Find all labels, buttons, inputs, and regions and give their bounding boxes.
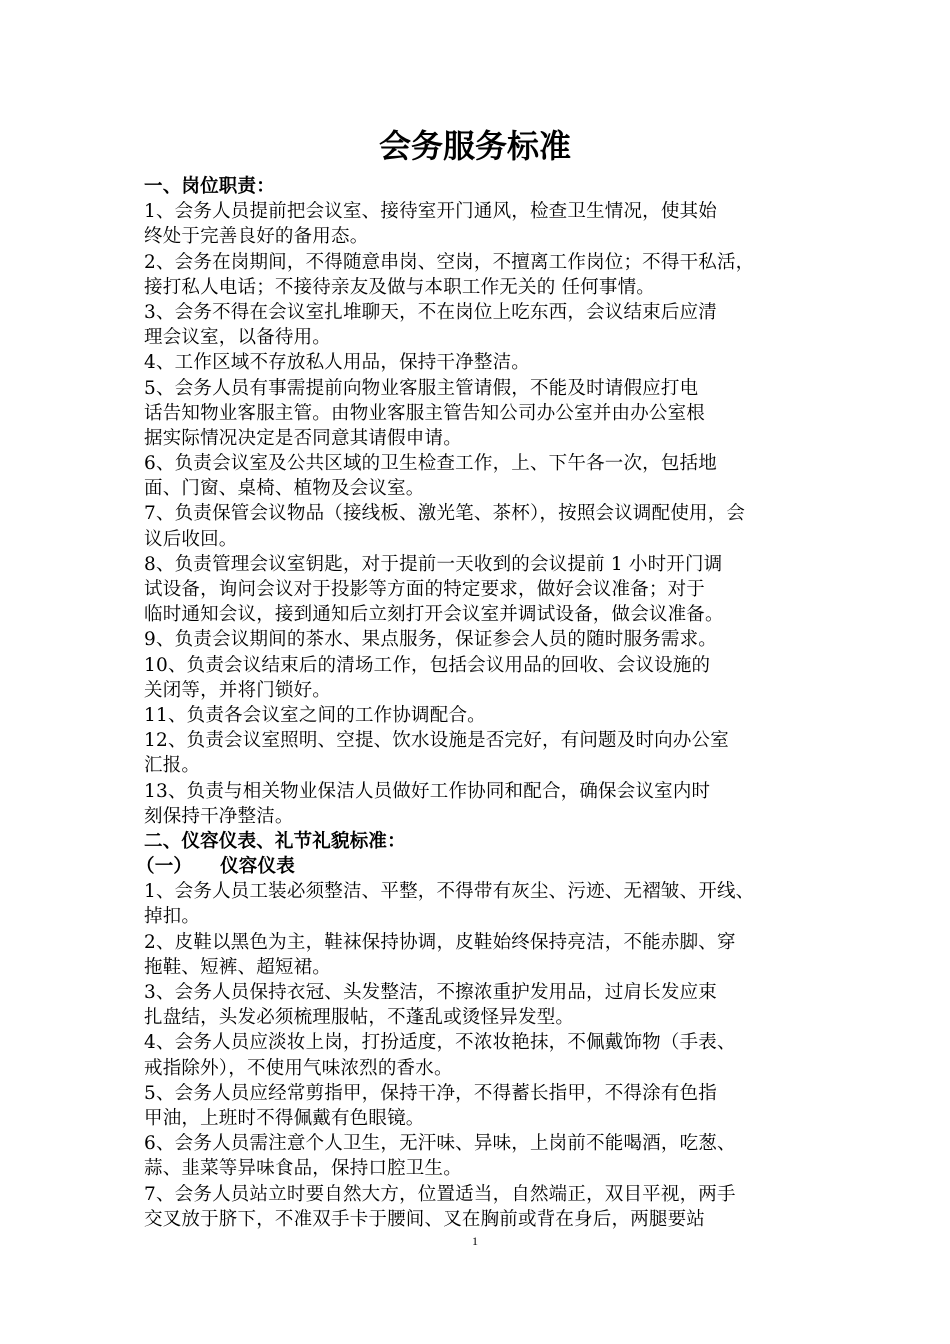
list-item-line: 4、会务人员应淡妆上岗，打扮适度，不浓妆艳抹，不佩戴饰物（手表、 (144, 1032, 736, 1054)
page-number: 1 (472, 1234, 478, 1248)
subsection-title: 仪容仪表 (220, 856, 295, 878)
document-body (136, 174, 816, 1232)
list-item-line: 9、负责会议期间的茶水、果点服务，保证参会人员的随时服务需求。 (144, 629, 717, 651)
list-item-line: 面、门窗、桌椅、植物及会议室。 (144, 478, 425, 500)
list-item-line: 12、负责会议室照明、空提、饮水设施是否完好，有问题及时向办公室 (144, 730, 729, 752)
list-item-line: 3、会务人员保持衣冠、头发整洁，不擦浓重护发用品，过肩长发应束 (144, 982, 717, 1003)
list-item-line: 8、负责管理会议室钥匙，对于提前一天收到的会议提前 1 小时开门调 (144, 553, 723, 575)
subsection-heading (136, 854, 816, 879)
list-item-line: 刻保持干净整洁。 (144, 805, 294, 827)
list-item-line: 试设备，询问会议对于投影等方面的特定要求，做好会议准备；对于 (144, 579, 706, 600)
list-item-line: 13、负责与相关物业保洁人员做好工作协同和配合，确保会议室内时 (144, 780, 711, 802)
list-item-line: 2、会务在岗期间，不得随意串岗、空岗，不擅离工作岗位；不得干私活， (144, 251, 755, 273)
list-item-line: 议后收回。 (144, 528, 238, 550)
list-item-line: 关闭等，并将门锁好。 (144, 679, 332, 701)
list-item-line: 6、负责会议室及公共区域的卫生检查工作，上、下午各一次，包括地 (144, 453, 717, 475)
list-item-line: 接打私人电话；不接待亲友及做与本职工作无关的 任何事情。 (144, 276, 655, 298)
list-item-line: 话告知物业客服主管。由物业客服主管告知公司办公室并由办公室根 (144, 402, 706, 424)
list-item-line: 蒜、韭菜等异味食品，保持口腔卫生。 (144, 1158, 462, 1180)
list-item-line: 拖鞋、短裤、超短裙。 (144, 956, 332, 978)
list-item-line: 终处于完善良好的备用态。 (144, 226, 369, 248)
list-item-line: 5、会务人员有事需提前向物业客服主管请假，不能及时请假应打电 (144, 377, 699, 399)
list-item-line: 掉扣。 (144, 906, 201, 928)
list-item-line: 10、负责会议结束后的清场工作，包括会议用品的回收、会议设施的 (144, 654, 711, 676)
list-item-line: 1、会务人员提前把会议室、接待室开门通风，检查卫生情况，使其始 (144, 201, 717, 223)
list-item-line: 交叉放于脐下，不准双手卡于腰间、叉在胸前或背在身后，两腿要站 (144, 1208, 706, 1230)
list-item-line: 据实际情况决定是否同意其请假申请。 (144, 427, 462, 449)
list-item-line: 11、负责各会议室之间的工作协调配合。 (144, 704, 486, 726)
subsection-number: （一） (136, 856, 193, 878)
list-item-line: 扎盘结，头发必须梳理服帖，不蓬乱或烫怪异发型。 (144, 1007, 575, 1029)
list-item-line: 5、会务人员应经常剪指甲，保持干净，不得蓄长指甲，不得涂有色指 (144, 1082, 717, 1104)
document-title: 会务服务标准 (378, 127, 571, 165)
list-item-line: 7、负责保管会议物品（接线板、激光笔、茶杯），按照会议调配使用，会 (144, 503, 746, 525)
list-item-line: 汇报。 (144, 755, 201, 777)
list-item-line: 7、会务人员站立时要自然大方，位置适当，自然端正，双目平视，两手 (144, 1183, 736, 1205)
section-heading: 二、仪容仪表、礼节礼貌标准： (144, 830, 406, 852)
section-heading: 一、岗位职责： (144, 176, 275, 197)
list-item-line: 戒指除外），不使用气味浓烈的香水。 (144, 1057, 453, 1079)
list-item-line: 4、工作区域不存放私人用品，保持干净整洁。 (144, 352, 530, 374)
list-item-line: 6、会务人员需注意个人卫生，无汗味、异味，上岗前不能喝酒，吃葱、 (144, 1133, 736, 1155)
list-item-line: 3、会务不得在会议室扎堆聊天，不在岗位上吃东西，会议结束后应清 (144, 301, 717, 323)
list-item-line: 临时通知会议，接到通知后立刻打开会议室并调试设备，做会议准备。 (144, 604, 724, 626)
list-item-line: 1、会务人员工装必须整洁、平整，不得带有灰尘、污迹、无褶皱、开线、 (144, 881, 755, 903)
list-item-line: 甲油，上班时不得佩戴有色眼镜。 (144, 1107, 425, 1129)
list-item-line: 理会议室，以备待用。 (144, 327, 332, 349)
list-item-line: 2、皮鞋以黑色为主，鞋袜保持协调，皮鞋始终保持亮洁，不能赤脚、穿 (144, 931, 736, 953)
